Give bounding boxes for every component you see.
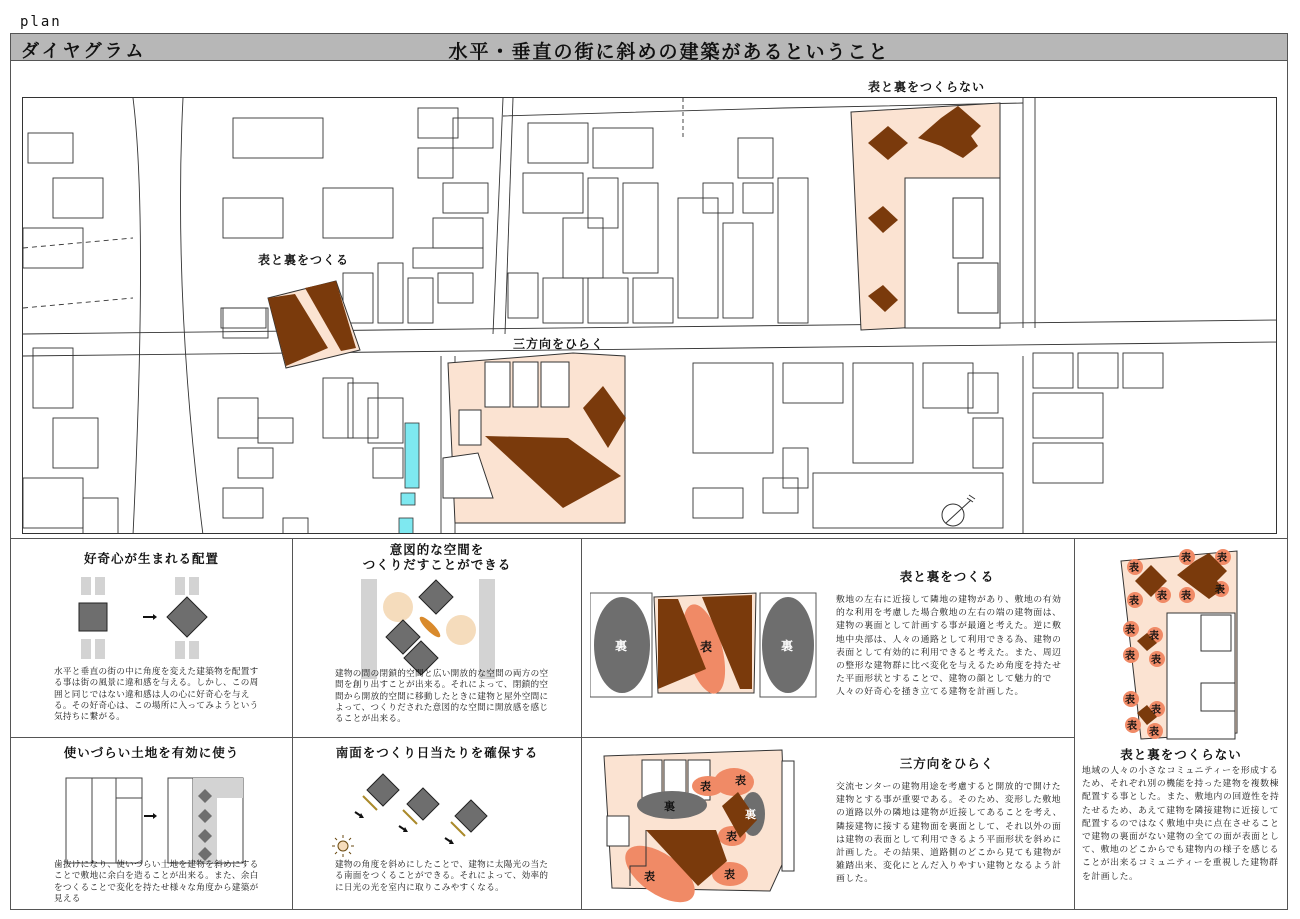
diagram-three-directions xyxy=(602,746,822,906)
nfb-front-4: 表 xyxy=(1129,596,1139,607)
panel-text-no-front-back: 地域の人々の小さなコミュニティーを形成するため、それぞれ別の機能を持った建物を複数棟配置する事とした。また、敷地内の回遊性を持たせるため、あえて建物を隣接建物に近接して配置するのではなく敷地中央に点在させることで建物の裏面がない建物の全ての面が表面として、敷地のどこからでも建物内の様子を感じることが出来るコミュニティーを重視した建物群を計画した。 xyxy=(1082,766,1280,882)
diagram-land-use xyxy=(11,773,294,873)
panel-land-use xyxy=(10,737,293,910)
nfb-front-2: 表 xyxy=(1181,553,1191,564)
header-section-label: ダイヤグラム xyxy=(21,41,147,62)
three-back-label-1: 裏 xyxy=(664,800,675,813)
panel-text-intentional: 建物の間の閉鎖的空間と広い開放的な空間の両方の空間を創り出すことが出来る。それによって、閉鎖的空間から開放的空間に移動したときに建物と屋外空間によって、つくりだされた意図的な空間に開放感を感じることが出来る。 xyxy=(335,669,549,725)
north-arrow xyxy=(942,495,975,526)
site-three-directions xyxy=(443,353,626,523)
sun-icon xyxy=(332,835,354,857)
nfb-front-1: 表 xyxy=(1129,563,1139,574)
diagram-south-face xyxy=(293,768,583,868)
panel-south-face xyxy=(292,737,582,910)
panel-title-land-use: 使いづらい土地を有効に使う xyxy=(63,745,240,760)
nfb-front-13: 表 xyxy=(1151,705,1161,716)
back-label-left: 裏 xyxy=(615,639,628,653)
nfb-front-10: 表 xyxy=(1125,651,1135,662)
panel-curiosity xyxy=(10,538,293,738)
three-front-label-1: 表 xyxy=(700,780,711,793)
three-front-label-2: 表 xyxy=(735,774,746,787)
nfb-front-14: 表 xyxy=(1127,721,1137,732)
page-label: plan xyxy=(20,14,62,30)
site-plan-drawing xyxy=(23,98,1277,534)
panel-text-three-directions: 交流センターの建物用途を考慮すると開放的で開けた建物とする事が重要である。そのため、変形した敷地の道路以外の隣地は建物が近接してあることを考え、隣接建物に接する建物面を裏面として、それ以外の面は建物の表面として利用できるよう平面形状を斜めに計画した。その結果、道路側のどこから見ても建物が雑踏出来、変化にとんだ入りやすい建物となるよう計画した。 xyxy=(836,782,1063,885)
panel-three-directions xyxy=(581,737,1075,910)
nfb-front-5: 表 xyxy=(1157,591,1167,602)
three-front-label-3: 表 xyxy=(726,830,737,843)
nfb-front-8: 表 xyxy=(1125,625,1135,636)
nfb-front-11: 表 xyxy=(1151,655,1161,666)
front-label: 表 xyxy=(700,640,713,654)
panel-title-south-face: 南面をつくり日当たりを確保する xyxy=(335,745,539,760)
panel-title-intentional-1: 意図的な空間を xyxy=(389,542,485,557)
site-front-back-none xyxy=(851,103,1000,330)
map-label-three-directions: 三方向をひらく xyxy=(513,337,605,351)
panel-title-three-directions: 三方向をひらく xyxy=(899,756,995,771)
nfb-front-3: 表 xyxy=(1217,553,1227,564)
panel-text-front-back: 敷地の左右に近接して隣地の建物があり、敷地の有効的な利用を考慮した場合敷地の左右の端の建物面は、建物の裏面として計画する事が最適と考えた。逆に敷地中央部は、人々の通路として利用できる為、建物の表面として有効的に利用できると考えた。また、周辺の整形な建物群に比べ変化を与えるため角度を持たせた平面形状とすることで、建物の顔として魅力的で人々の好奇心を掻き立てる建物を計画した。 xyxy=(836,595,1062,698)
diagram-no-front-back xyxy=(1075,543,1289,748)
nfb-front-9: 表 xyxy=(1149,631,1159,642)
panel-title-curiosity: 好奇心が生まれる配置 xyxy=(83,551,219,566)
panel-intentional-space xyxy=(292,538,582,738)
panel-title-intentional-2: つくりだすことができる xyxy=(362,557,512,572)
site-plan-map xyxy=(22,97,1277,534)
nfb-front-15: 表 xyxy=(1149,727,1159,738)
panel-front-back xyxy=(581,538,1075,738)
diagram-front-back xyxy=(590,589,820,709)
panel-text-curiosity: 水平と垂直の街の中に角度を変えた建築物を配置する事は街の風景に違和感を与える。しかし、この周囲と同じではない違和感は人の心に好奇心を与える。その好奇心は、この場所に入ってみようという気持ちに繋がる。 xyxy=(54,667,259,723)
map-label-front-back-make: 表と裏をつくる xyxy=(258,253,350,267)
site-front-back-make xyxy=(268,281,360,368)
back-label-right: 裏 xyxy=(781,639,794,653)
panel-no-front-back xyxy=(1074,538,1288,910)
panel-title-no-front-back: 表と裏をつくらない xyxy=(1120,747,1242,762)
three-front-label-4: 表 xyxy=(724,868,735,881)
nfb-front-12: 表 xyxy=(1125,695,1135,706)
panel-text-south-face: 建物の角度を斜めにしたことで、建物に太陽光の当たる南面をつくることができる。それによって、効率的に日光の光を室内に取りこみやすくなる。 xyxy=(335,860,549,893)
three-back-label-2: 裏 xyxy=(745,808,756,821)
page-title: 水平・垂直の街に斜めの建築があるということ xyxy=(448,41,890,63)
nfb-front-7: 表 xyxy=(1215,585,1225,596)
three-front-label-5: 表 xyxy=(644,870,655,883)
header-bar xyxy=(10,33,1288,61)
panel-text-land-use: 歯抜けになり、使いづらい土地を建物を斜めにすることで敷地に余白を造ることが出来る。また、余白をつくることで変化を持たせ様々な角度から建築が見える xyxy=(54,860,259,904)
panel-title-front-back: 表と裏をつくる xyxy=(899,569,995,584)
nfb-front-6: 表 xyxy=(1181,591,1191,602)
map-label-front-back-none: 表と裏をつくらない xyxy=(868,80,986,94)
